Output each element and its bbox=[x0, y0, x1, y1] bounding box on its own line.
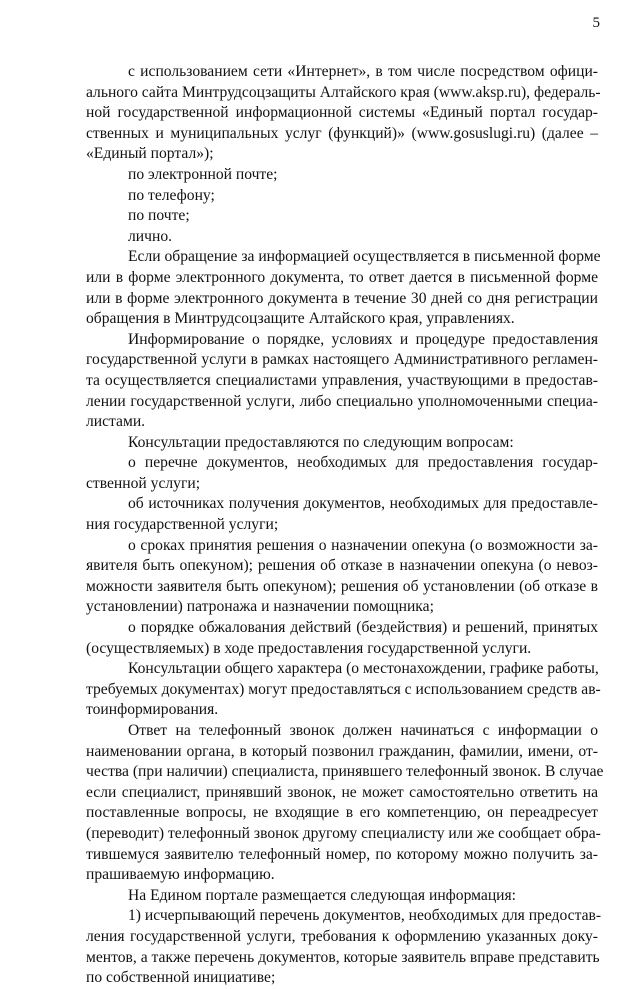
text-line: 1) исчерпывающий перечень документов, необходимых для предостав- bbox=[128, 907, 602, 925]
text-line: та осуществляется специалистами управления, участвующими в предостав- bbox=[86, 371, 598, 389]
text-line: установлении) патронажа и назначении помощника; bbox=[86, 598, 434, 616]
text-line: о порядке обжалования действий (бездействия) и решений, принятых bbox=[128, 619, 598, 637]
text-line: если специалист, принявший звонок, не может самостоятельно ответить на bbox=[86, 783, 598, 801]
text-line: Ответ на телефонный звонок должен начинаться с информации о bbox=[128, 722, 598, 739]
text-line: обращения в Минтрудсоцзащите Алтайского края, управлениях. bbox=[86, 310, 515, 328]
text-line: государственной услуги в рамках настоящего Административного регламен- bbox=[86, 351, 598, 369]
text-line: лении государственной услуги, либо специально уполномоченными специа- bbox=[86, 392, 598, 410]
document-body bbox=[86, 62, 604, 989]
text-line: (переводит) телефонный звонок другому специалисту или же сообщает обра- bbox=[86, 824, 601, 842]
text-line: по почте; bbox=[128, 207, 190, 225]
text-line: или в форме электронного документа, то ответ дается в письменной форме bbox=[86, 268, 598, 286]
text-line: ментов, а также перечень документов, которые заявитель вправе представить bbox=[86, 948, 600, 966]
text-line: по собственной инициативе; bbox=[86, 969, 276, 987]
text-line: по электронной почте; bbox=[128, 165, 278, 183]
text-line: можности заявителя быть опекуном); решения об установлении (об отказе в bbox=[86, 577, 598, 595]
text-line: ственной услуги; bbox=[86, 474, 201, 492]
text-line: о перечне документов, необходимых для предоставления государ- bbox=[128, 454, 598, 472]
text-line: наименовании органа, в который позвонил гражданин, фамилии, имени, от- bbox=[86, 742, 598, 760]
text-line: ального сайта Минтрудсоцзащиты Алтайского края (www.aksp.ru), федераль- bbox=[86, 83, 601, 101]
text-line: Если обращение за информацией осуществляется в письменной форме bbox=[128, 248, 601, 266]
text-line: по телефону; bbox=[128, 186, 215, 204]
text-line: Консультации общего характера (о местонахождении, графике работы, bbox=[128, 660, 599, 678]
text-line: о сроках принятия решения о назначении опекуна (о возможности за- bbox=[128, 536, 598, 554]
text-line: тоинформирования. bbox=[86, 701, 219, 719]
text-line: Консультации предоставляются по следующим вопросам: bbox=[128, 433, 514, 451]
text-line: требуемых документах) могут предоставляться с использованием средств ав- bbox=[86, 680, 601, 698]
text-line: ственных и муниципальных услуг (функций)» (www.gosuslugi.ru) (далее – bbox=[86, 124, 598, 142]
text-line: (осуществляемых) в ходе предоставления государственной услуги. bbox=[86, 639, 532, 657]
text-line: или в форме электронного документа в течение 30 дней со дня регистрации bbox=[86, 289, 598, 307]
text-line: явителя быть опекуном); решения об отказе в назначении опекуна (о невоз- bbox=[86, 557, 598, 575]
page-number: 5 bbox=[592, 15, 600, 31]
text-line: тившемуся заявителю телефонный номер, по которому можно получить за- bbox=[86, 845, 598, 863]
text-line: лично. bbox=[128, 227, 173, 245]
text-line: чества (при наличии) специалиста, принявшего телефонный звонок. В случае bbox=[86, 763, 604, 781]
text-line: «Единый портал»); bbox=[86, 145, 214, 163]
text-line: об источниках получения документов, необходимых для предоставле- bbox=[128, 495, 598, 513]
text-line: с использованием сети «Интернет», в том числе посредством офици- bbox=[128, 63, 598, 80]
text-line: листами. bbox=[86, 413, 146, 431]
text-line: На Едином портале размещается следующая информация: bbox=[128, 886, 517, 904]
text-line: ной государственной информационной системы «Единый портал государ- bbox=[86, 104, 598, 122]
text-line: ния государственной услуги; bbox=[86, 516, 279, 534]
text-line: прашиваемую информацию. bbox=[86, 866, 275, 884]
text-line: Информирование о порядке, условиях и процедуре предоставления bbox=[128, 330, 598, 348]
text-line: ления государственной услуги, требования к оформлению указанных доку- bbox=[86, 927, 598, 945]
text-line: поставленные вопросы, не входящие в его компетенцию, он переадресует bbox=[86, 804, 598, 822]
